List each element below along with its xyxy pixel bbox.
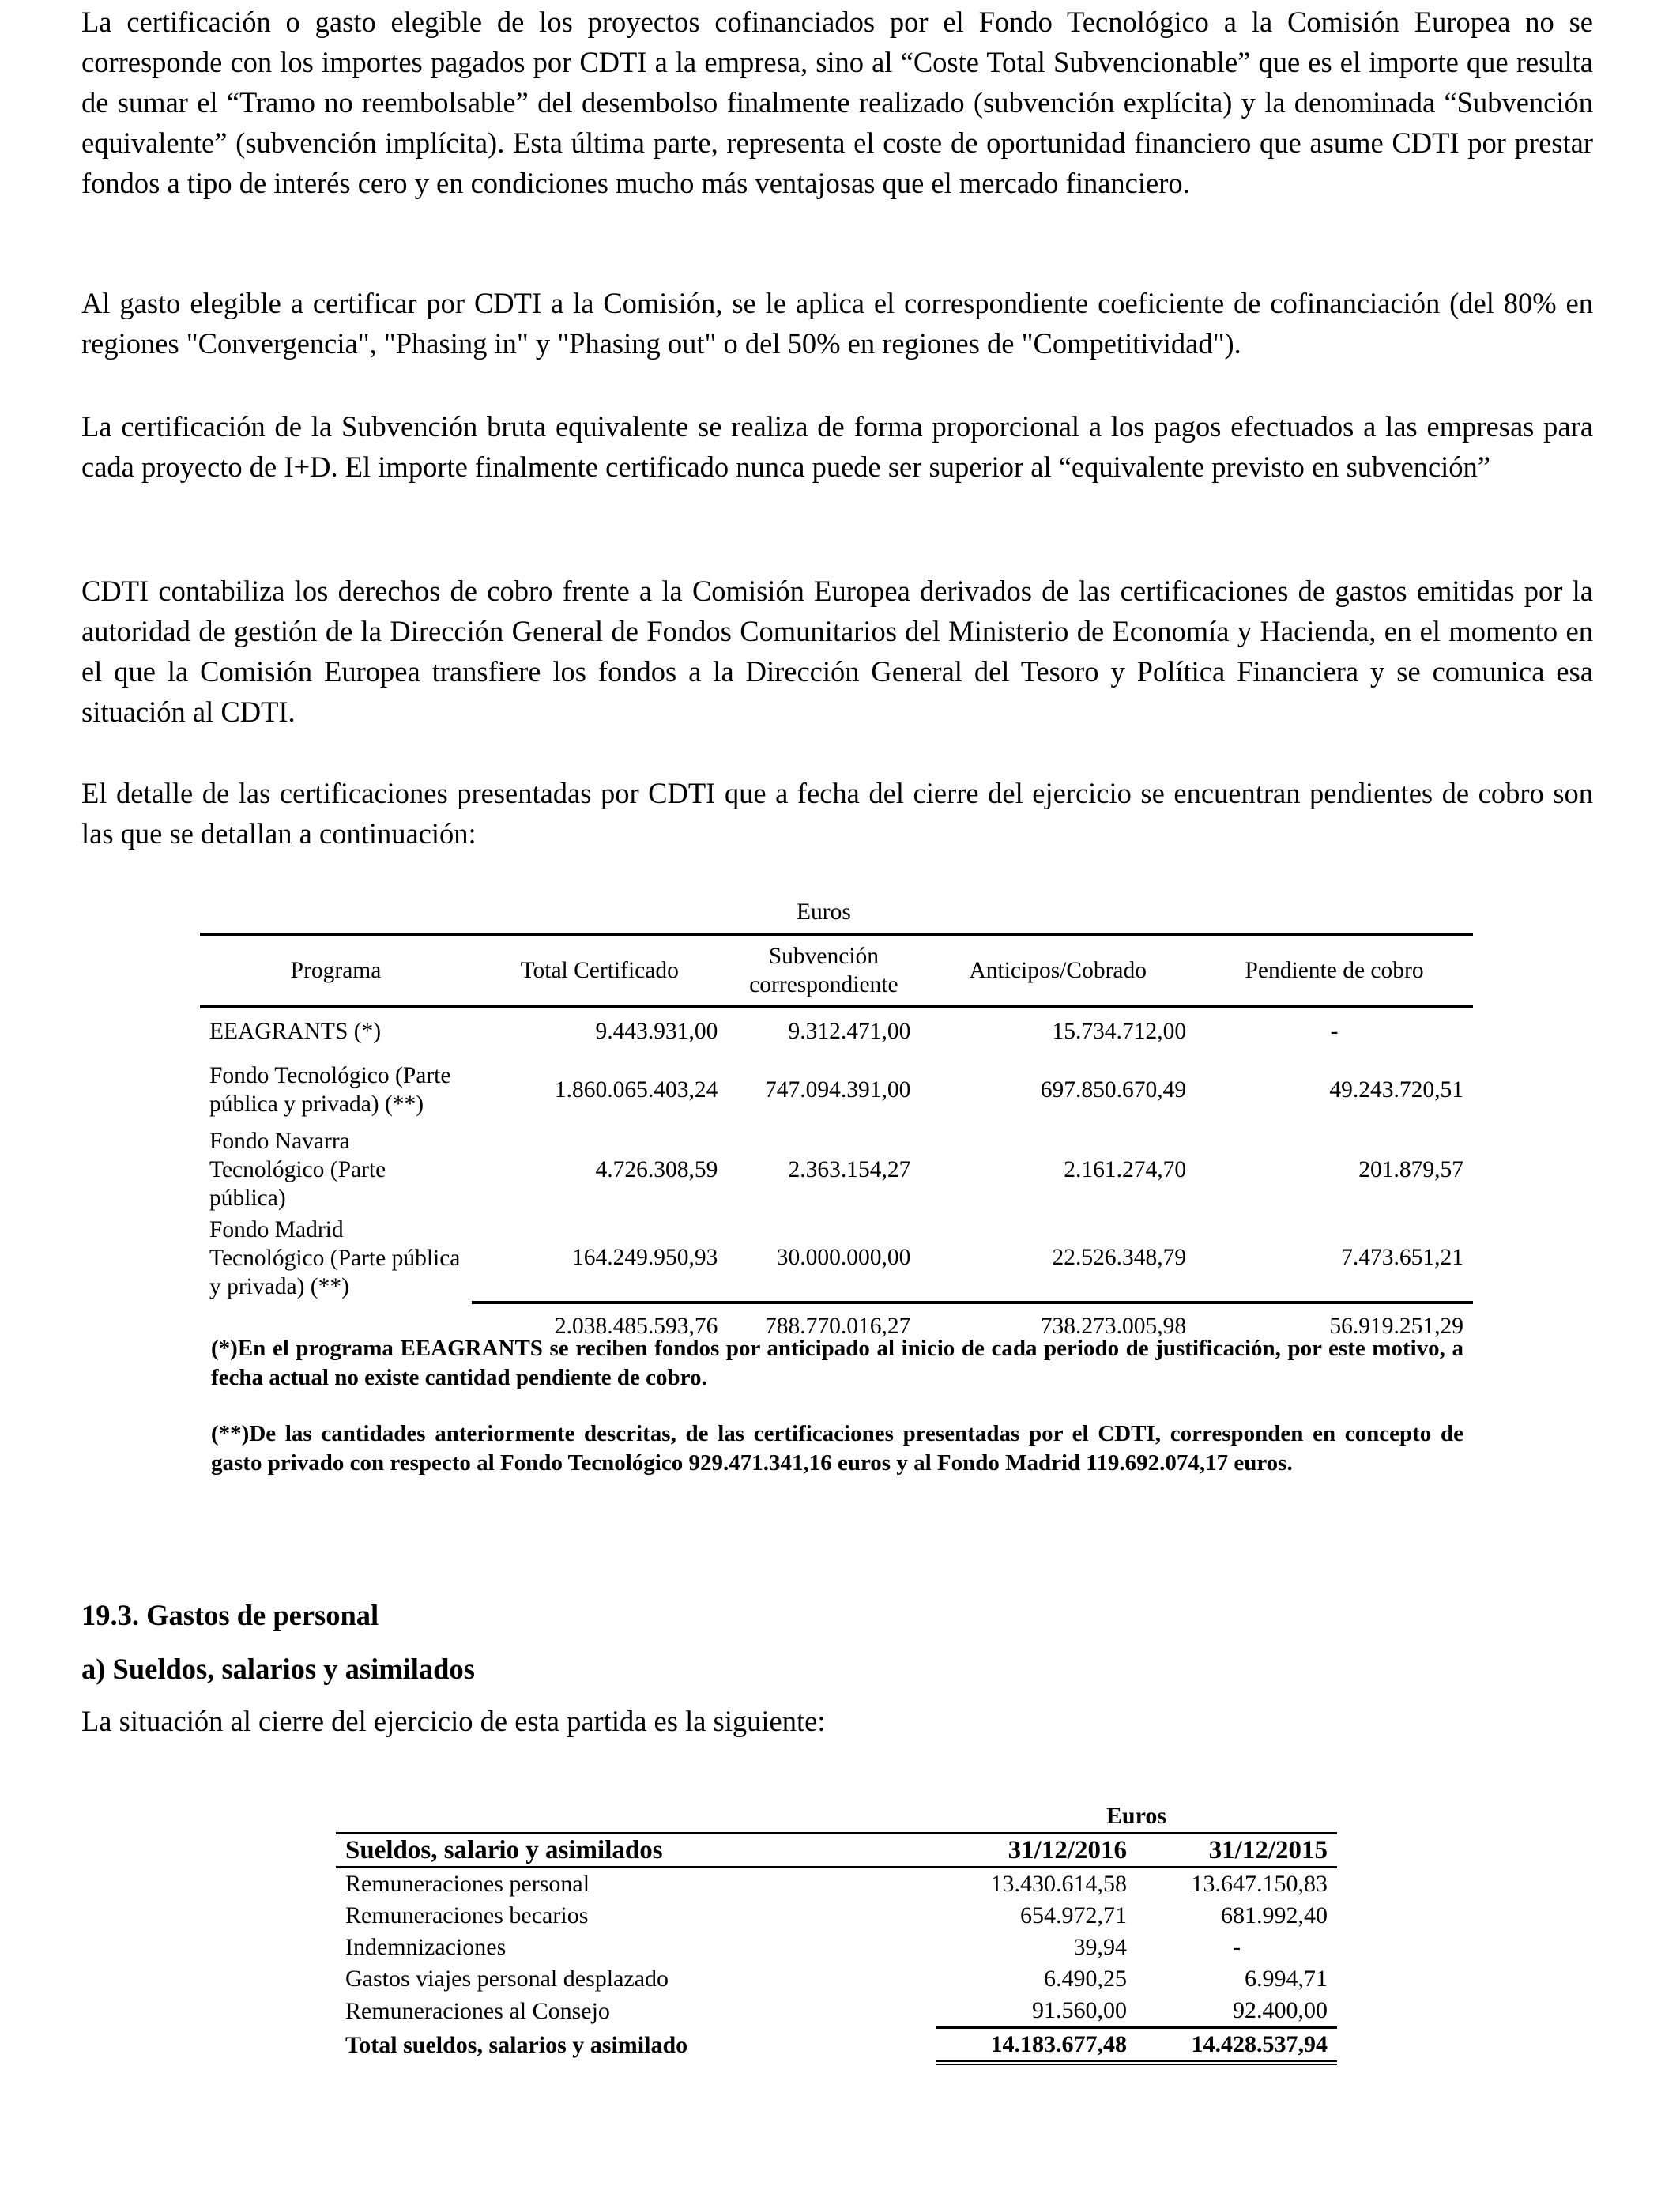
footnote-gasto-privado: (**)De las cantidades anteriormente descritas, de las certificaciones presentadas por el CDTI, corresponden en concepto de gasto privado con respecto al Fondo Tecnológico 929.471.341,16 euros y al Fondo Madrid 119.692.074,17 euros. (211, 1421, 1463, 1476)
value-cell: 2.363.154,27 (788, 1157, 911, 1182)
total-cell: 2.038.485.593,76 (472, 1302, 727, 1348)
value-cell: 13.430.614,58 (990, 1871, 1127, 1897)
sueldos-table (336, 1800, 1337, 2065)
table-row (336, 1963, 1337, 1995)
table-header-row (336, 1834, 1337, 1868)
value-cell: 654.972,71 (1020, 1902, 1127, 1928)
program-cell: Fondo Madrid Tecnológico (Parte pública y privada) (**) (209, 1217, 461, 1299)
paragraph-cofinanciacion: Al gasto elegible a certificar por CDTI a la Comisión, se le aplica el correspondiente coeficiente de cofinanciación (del 80% en regiones "Convergencia", "Phasing in" y "Phasing out" o del 50% en regiones de "Competitividad"). (81, 287, 1593, 360)
program-cell: Fondo Tecnológico (Parte pública y privada) (**) (209, 1063, 451, 1117)
value-cell: 697.850.670,49 (1040, 1077, 1187, 1103)
program-cell: EEAGRANTS (*) (209, 1019, 382, 1044)
total-cell: 56.919.251,29 (1196, 1302, 1473, 1348)
value-cell: 7.473.651,21 (1341, 1245, 1463, 1270)
concept-cell: Remuneraciones personal (345, 1871, 590, 1897)
value-cell: 39,94 (1073, 1934, 1127, 1960)
value-cell: 6.994,71 (1245, 1966, 1328, 1992)
value-cell: 9.312.471,00 (788, 1019, 911, 1044)
total-cell: 788.770.016,27 (727, 1302, 920, 1348)
program-cell: Fondo Navarra Tecnológico (Parte pública) (209, 1129, 386, 1211)
value-cell: - (1330, 1019, 1339, 1044)
column-header: Subvención correspondiente (727, 934, 920, 1007)
column-header: Total Certificado (472, 934, 727, 1007)
value-cell: 201.879,57 (1358, 1157, 1463, 1182)
section-title: 19.3. Gastos de personal (81, 1599, 379, 1631)
table-row (200, 1214, 1473, 1302)
paragraph-detalle: El detalle de las certificaciones presentadas por CDTI que a fecha del cierre del ejercicio se encuentran pendientes de cobro son las que se detallan a continuación: (81, 777, 1593, 850)
value-cell: 747.094.391,00 (765, 1077, 911, 1103)
value-cell: 15.734.712,00 (1052, 1019, 1187, 1044)
intro-text: La situación al cierre del ejercicio de esta partida es la siguiente: (81, 1705, 826, 1737)
footnote-eeagrants: (*)En el programa EEAGRANTS se reciben fondos por anticipado al inicio de cada periodo de justificación, por este motivo, a fecha actual no existe cantidad pendiente de cobro. (211, 1336, 1463, 1390)
currency-label: Euros (936, 1800, 1337, 1834)
table-row (336, 1995, 1337, 2028)
value-cell: 4.726.308,59 (595, 1157, 718, 1182)
total-label: Total sueldos, salarios y asimilado (345, 2031, 688, 2058)
table-row (336, 1900, 1337, 1932)
table-header-row (200, 934, 1473, 1007)
total-cell: 738.273.005,98 (920, 1302, 1196, 1348)
table-row (336, 1868, 1337, 1901)
column-header: 31/12/2015 (1136, 1834, 1337, 1868)
value-cell: 91.560,00 (1032, 1997, 1127, 2023)
total-cell: 14.428.537,94 (1136, 2028, 1337, 2064)
certificaciones-table (200, 896, 1473, 1348)
column-header: Pendiente de cobro (1196, 934, 1473, 1007)
concept-cell: Remuneraciones becarios (345, 1902, 589, 1928)
table-row (200, 1007, 1473, 1054)
value-cell: 49.243.720,51 (1329, 1077, 1463, 1103)
concept-cell: Gastos viajes personal desplazado (345, 1966, 669, 1992)
value-cell: 2.161.274,70 (1064, 1157, 1187, 1182)
currency-label: Euros (796, 899, 851, 925)
value-cell: 30.000.000,00 (776, 1245, 911, 1270)
value-cell: 22.526.348,79 (1052, 1245, 1187, 1270)
paragraph-subvencion-bruta: La certificación de la Subvención bruta equivalente se realiza de forma proporcional a los pagos efectuados a las empresas para cada proyecto de I+D. El importe finalmente certificado nunca puede ser superior al “equivalente previsto en subvención” (81, 410, 1593, 483)
value-cell: 13.647.150,83 (1191, 1871, 1328, 1897)
table-row (336, 1932, 1337, 1963)
concept-cell: Remuneraciones al Consejo (345, 1997, 610, 2024)
concept-cell: Indemnizaciones (345, 1934, 507, 1960)
value-cell: 1.860.065.403,24 (554, 1077, 718, 1103)
column-header: 31/12/2016 (936, 1834, 1136, 1868)
column-header: Programa (200, 934, 472, 1007)
value-cell: 9.443.931,00 (595, 1019, 718, 1044)
column-header: Anticipos/Cobrado (920, 934, 1196, 1007)
paragraph-coste-subvencionable: La certificación o gasto elegible de los proyectos cofinanciados por el Fondo Tecnológico a la Comisión Europea no se corresponde con los importes pagados por CDTI a la empresa, sino al “Coste Total Subvencionable” que es el importe que resulta de sumar el “Tramo no reembolsable” del desembolso finalmente realizado (subvención explícita) y la denominada “Subvención equivalente” (subvención implícita). Esta última parte, representa el coste de oportunidad financiero que asume CDTI por prestar fondos a tipo de interés cero y en condiciones mucho más ventajosas que el mercado financiero. (81, 6, 1593, 199)
table-row (200, 1054, 1473, 1125)
subsection-title: a) Sueldos, salarios y asimilados (81, 1653, 475, 1685)
value-cell: - (1233, 1934, 1241, 1960)
total-cell: 14.183.677,48 (936, 2028, 1136, 2064)
value-cell: 6.490,25 (1044, 1966, 1127, 1992)
totals-row (336, 2028, 1337, 2064)
value-cell: 92.400,00 (1233, 1997, 1328, 2023)
paragraph-derechos-cobro: CDTI contabiliza los derechos de cobro frente a la Comisión Europea derivados de las certificaciones de gastos emitidas por la autoridad de gestión de la Dirección General de Fondos Comunitarios del Ministerio de Economía y Hacienda, en el momento en el que la Comisión Europea transfiere los fondos a la Dirección General del Tesoro y Política Financiera y se comunica esa situación al CDTI. (81, 575, 1593, 728)
table-row (200, 1125, 1473, 1214)
value-cell: 681.992,40 (1221, 1902, 1328, 1928)
column-header: Sueldos, salario y asimilados (336, 1834, 936, 1868)
value-cell: 164.249.950,93 (572, 1245, 718, 1270)
